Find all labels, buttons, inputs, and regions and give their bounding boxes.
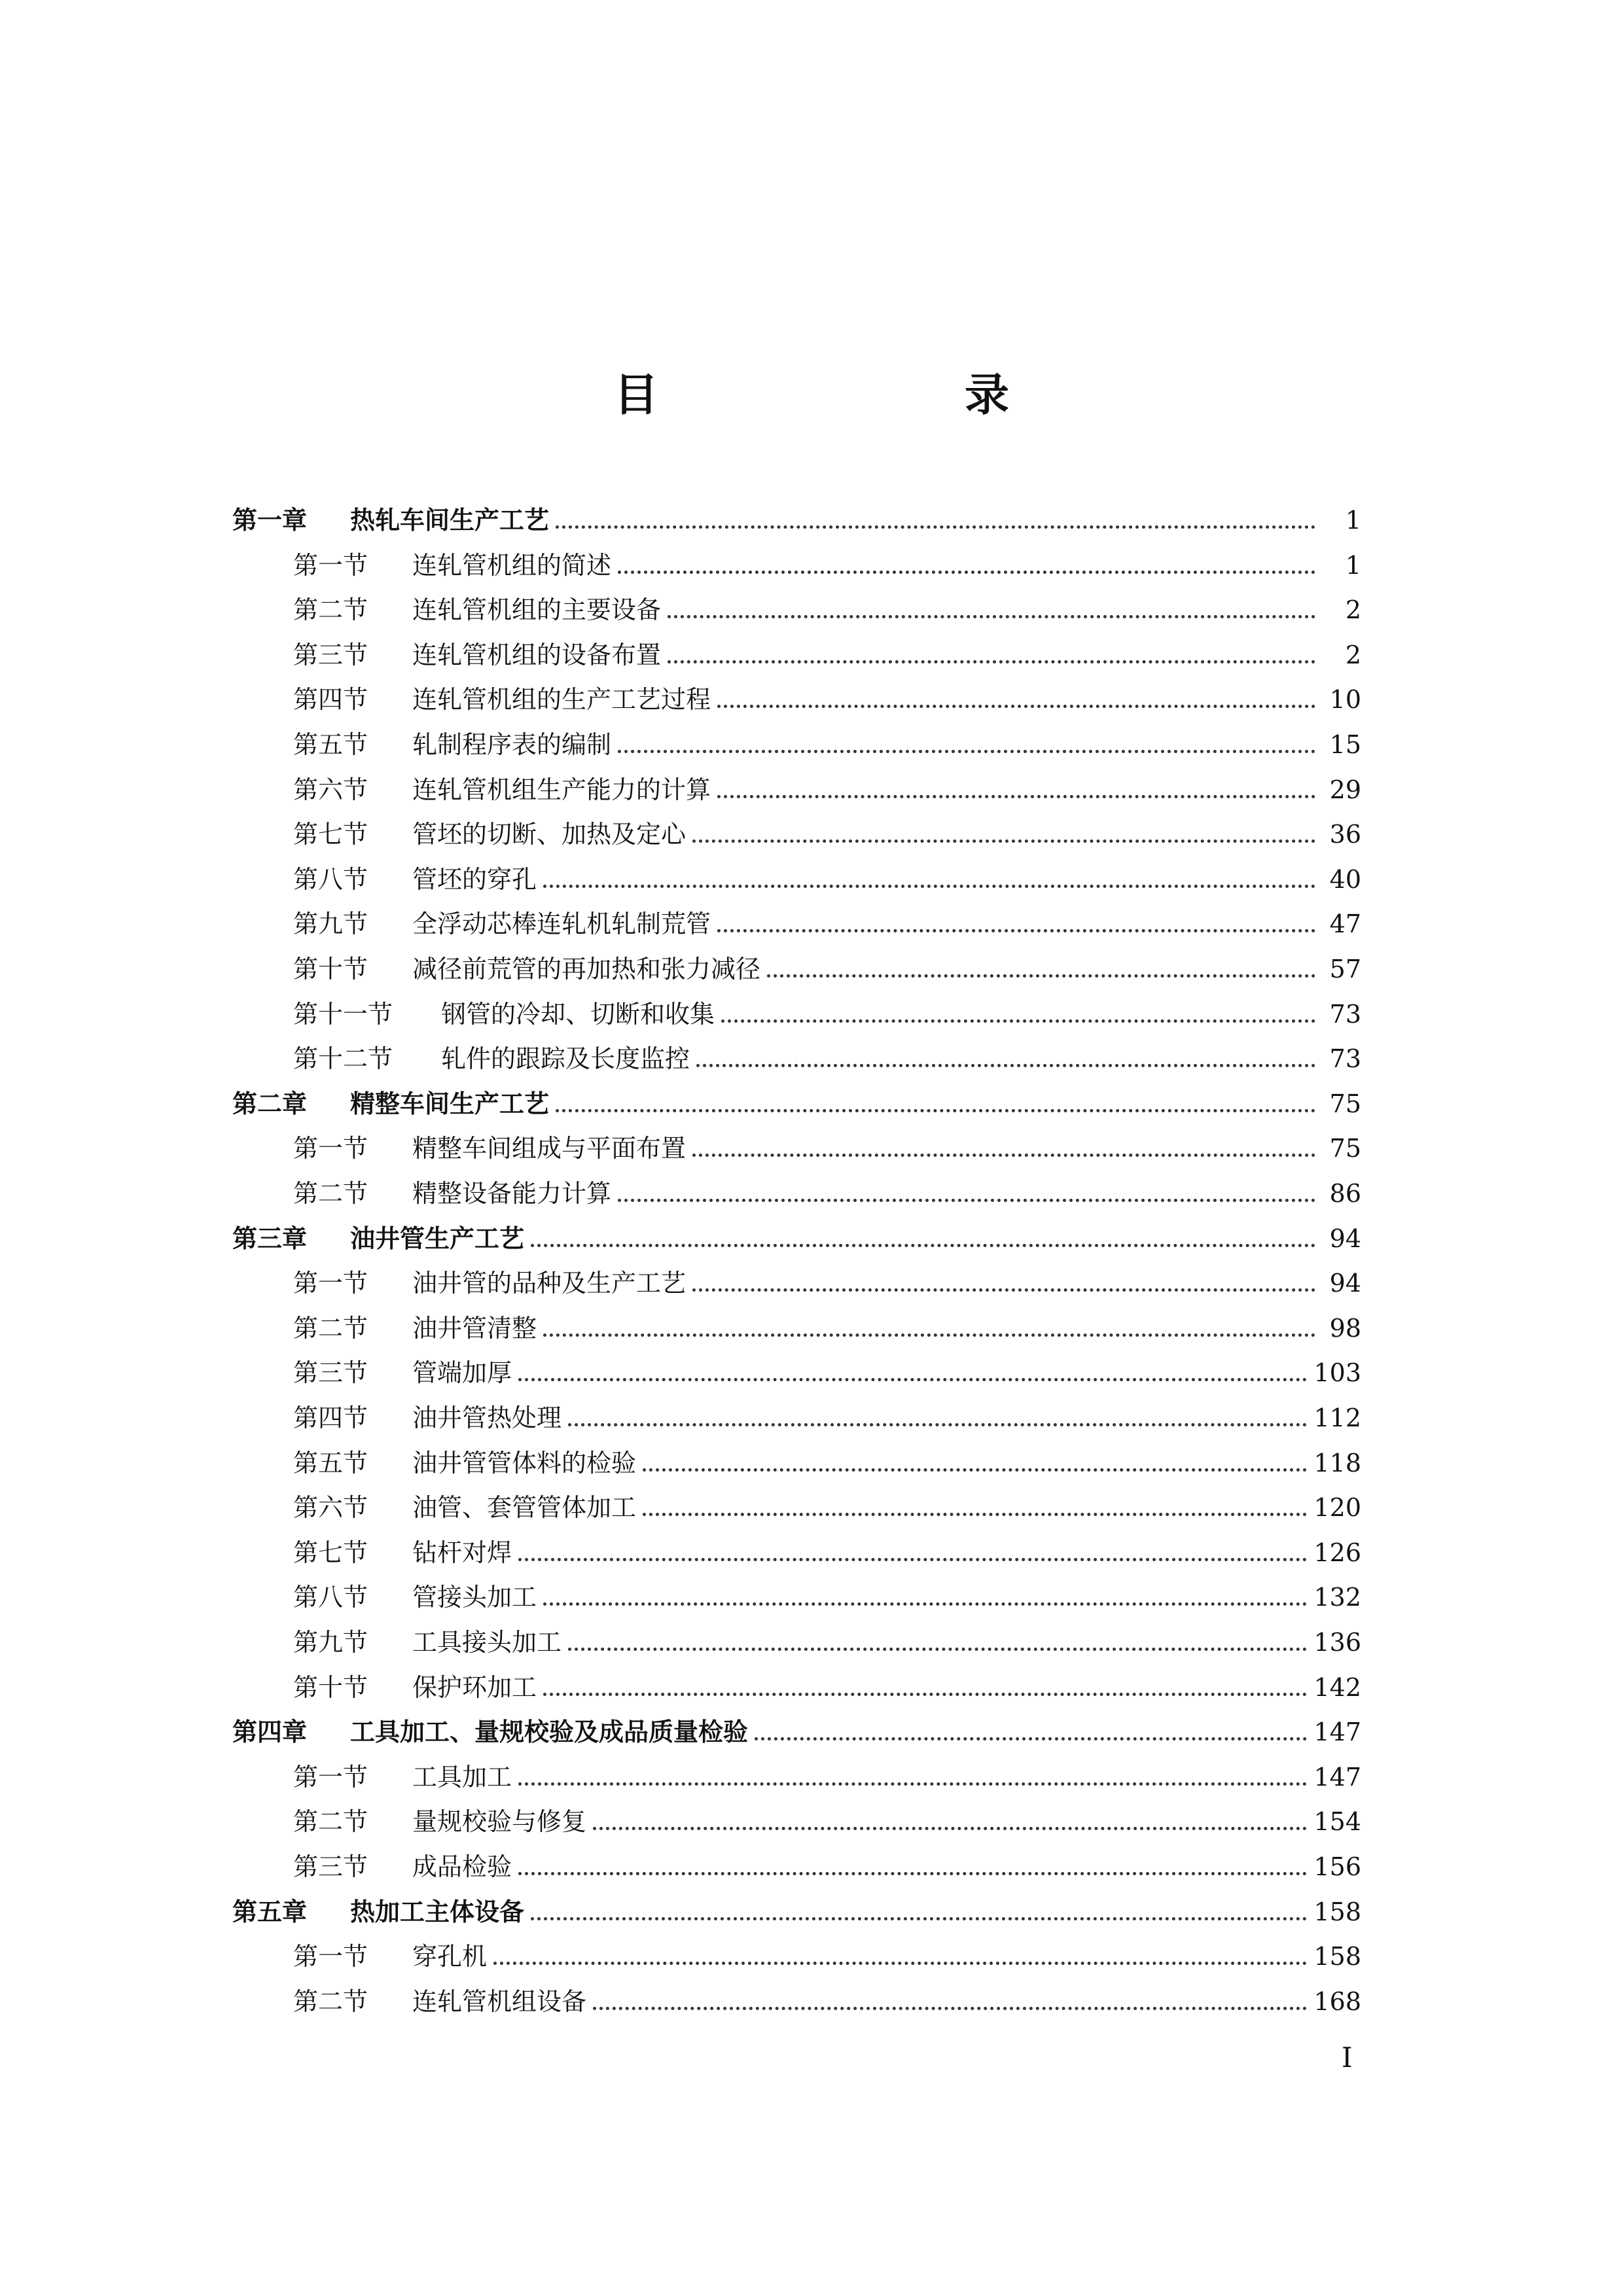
- toc-entry-page: 120: [1313, 1493, 1361, 1522]
- toc-entry-page: 94: [1329, 1269, 1361, 1298]
- toc-entry-number: 第一节: [293, 1942, 368, 1971]
- toc-entry-number: 第二节: [293, 1179, 368, 1208]
- toc-entry-page: 73: [1329, 1044, 1361, 1073]
- toc-chapter-row: [232, 1210, 1361, 1255]
- toc-entry-page: 158: [1313, 1942, 1361, 1971]
- toc-entry-number: 第十节: [293, 955, 368, 983]
- toc-section-row: [293, 762, 1361, 806]
- toc-entry-number: 第十二节: [293, 1044, 393, 1073]
- toc-entry-number: 第五节: [293, 730, 368, 759]
- toc-entry-title: 连轧管机组的生产工艺过程: [412, 685, 711, 714]
- toc-chapter-row: [232, 1076, 1361, 1120]
- toc-entry-title: 工具加工、量规校验及成品质量检验: [350, 1718, 749, 1746]
- toc-entry-page: 86: [1329, 1179, 1361, 1208]
- toc-entry-number: 第五节: [293, 1449, 368, 1477]
- toc-entry-number: 第二节: [293, 1987, 368, 2016]
- dot-leader: [717, 795, 1315, 798]
- toc-entry-number: 第九节: [293, 910, 368, 938]
- toc-entry-number: 第二节: [293, 1807, 368, 1836]
- dot-leader: [643, 1513, 1307, 1516]
- toc-entry-number: 第一节: [293, 551, 368, 580]
- toc-entry-number: 第六节: [293, 775, 368, 804]
- toc-section-row: [293, 1569, 1361, 1614]
- toc-entry-page: 75: [1329, 1134, 1361, 1163]
- toc-entry-title: 油井管清整: [412, 1314, 537, 1343]
- toc-entry-page: 158: [1313, 1898, 1361, 1926]
- page-number: I: [1342, 2041, 1353, 2074]
- dot-leader: [767, 974, 1315, 978]
- toc-entry-number: 第四节: [293, 685, 368, 714]
- dot-leader: [721, 1019, 1315, 1023]
- toc-entry-title: 量规校验与修复: [412, 1807, 587, 1836]
- toc-entry-number: 第三节: [293, 1358, 368, 1387]
- toc-section-row: [293, 851, 1361, 896]
- toc-section-row: [293, 1300, 1361, 1345]
- toc-entry-title: 油井管管体料的检验: [412, 1449, 637, 1477]
- toc-entry-title: 管端加厚: [412, 1358, 512, 1387]
- dot-leader: [556, 1109, 1315, 1112]
- toc-section-row: [293, 1165, 1361, 1210]
- toc-section-row: [293, 1120, 1361, 1165]
- toc-entry-number: 第七节: [293, 820, 368, 849]
- toc-section-row: [293, 671, 1361, 716]
- toc-entry-title: 油井管热处理: [412, 1404, 562, 1432]
- toc-entry-title: 减径前荒管的再加热和张力减径: [412, 955, 761, 983]
- toc-chapter-row: [232, 492, 1361, 537]
- dot-leader: [556, 525, 1315, 529]
- toc-entry-title: 热加工主体设备: [350, 1898, 525, 1926]
- dot-leader: [668, 615, 1315, 618]
- toc-entry-page: 1: [1345, 506, 1361, 535]
- toc-entry-number: 第一节: [293, 1134, 368, 1163]
- toc-entry-page: 126: [1313, 1538, 1361, 1567]
- dot-leader: [593, 2007, 1307, 2010]
- toc-entry-number: 第一节: [293, 1763, 368, 1792]
- toc-entry-page: 40: [1329, 865, 1361, 894]
- toc-section-row: [293, 1928, 1361, 1973]
- toc-entry-title: 连轧管机组设备: [412, 1987, 587, 2016]
- toc-section-row: [293, 1525, 1361, 1569]
- toc-entry-number: 第二章: [232, 1089, 308, 1118]
- toc-entry-page: 156: [1313, 1852, 1361, 1881]
- toc-entry-title: 热轧车间生产工艺: [350, 506, 550, 535]
- toc-entry-number: 第一节: [293, 1269, 368, 1298]
- dot-leader: [755, 1737, 1307, 1740]
- toc-entry-page: 47: [1329, 910, 1361, 938]
- toc-entry-number: 第四章: [232, 1718, 308, 1746]
- toc-entry-page: 103: [1313, 1358, 1361, 1387]
- toc-entry-title: 管接头加工: [412, 1583, 537, 1612]
- toc-section-row: [293, 986, 1361, 1031]
- toc-section-row: [293, 537, 1361, 582]
- toc-entry-number: 第三节: [293, 1852, 368, 1881]
- toc-entry-title: 保护环加工: [412, 1673, 537, 1702]
- toc-section-row: [293, 1973, 1361, 2018]
- toc-entry-number: 第四节: [293, 1404, 368, 1432]
- dot-leader: [518, 1558, 1307, 1561]
- toc-entry-page: 10: [1329, 685, 1361, 714]
- toc-entry-number: 第三节: [293, 641, 368, 669]
- dot-leader: [531, 1244, 1315, 1247]
- toc-entry-page: 15: [1329, 730, 1361, 759]
- toc-entry-title: 油井管的品种及生产工艺: [412, 1269, 687, 1298]
- toc-entry-page: 2: [1345, 641, 1361, 669]
- toc-entry-page: 136: [1313, 1628, 1361, 1657]
- dot-leader: [618, 571, 1315, 574]
- toc-section-row: [293, 1390, 1361, 1434]
- toc-section-row: [293, 627, 1361, 671]
- toc-entry-page: 73: [1329, 1000, 1361, 1029]
- toc-section-row: [293, 896, 1361, 940]
- toc-entry-page: 147: [1313, 1763, 1361, 1792]
- toc-entry-title: 连轧管机组生产能力的计算: [412, 775, 711, 804]
- toc-entry-title: 连轧管机组的主要设备: [412, 595, 662, 624]
- dot-leader: [643, 1468, 1307, 1472]
- toc-entry-page: 147: [1313, 1718, 1361, 1746]
- dot-leader: [531, 1917, 1307, 1920]
- toc-entry-title: 油管、套管管体加工: [412, 1493, 637, 1522]
- toc-chapter-row: [232, 1704, 1361, 1748]
- dot-leader: [717, 705, 1315, 708]
- toc-entry-page: 94: [1329, 1224, 1361, 1253]
- dot-leader: [618, 1199, 1315, 1202]
- toc-entry-page: 98: [1329, 1314, 1361, 1343]
- toc-entry-number: 第一章: [232, 506, 308, 535]
- toc-entry-page: 112: [1313, 1404, 1361, 1432]
- dot-leader: [568, 1648, 1307, 1651]
- dot-leader: [692, 1154, 1315, 1157]
- toc-entry-title: 管坯的穿孔: [412, 865, 537, 894]
- toc-entry-title: 精整设备能力计算: [412, 1179, 612, 1208]
- toc-entry-title: 连轧管机组的设备布置: [412, 641, 662, 669]
- toc-section-row: [293, 1839, 1361, 1883]
- toc-entry-title: 精整车间生产工艺: [350, 1089, 550, 1118]
- dot-leader: [543, 1693, 1307, 1696]
- dot-leader: [668, 660, 1315, 663]
- toc-section-row: [293, 1793, 1361, 1838]
- toc-entry-number: 第九节: [293, 1628, 368, 1657]
- toc-section-row: [293, 1255, 1361, 1299]
- dot-leader: [692, 1288, 1315, 1292]
- dot-leader: [543, 1602, 1307, 1606]
- dot-leader: [593, 1827, 1307, 1830]
- toc-entry-number: 第七节: [293, 1538, 368, 1567]
- toc-entry-title: 工具加工: [412, 1763, 512, 1792]
- toc-entry-page: 29: [1329, 775, 1361, 804]
- toc-entry-number: 第三章: [232, 1224, 308, 1253]
- toc-entry-page: 132: [1313, 1583, 1361, 1612]
- toc-entry-title: 工具接头加工: [412, 1628, 562, 1657]
- page-title: 目 录: [613, 370, 1140, 421]
- toc-chapter-row: [232, 1884, 1361, 1928]
- toc-entry-number: 第十一节: [293, 1000, 393, 1029]
- toc-entry-number: 第八节: [293, 865, 368, 894]
- dot-leader: [543, 885, 1315, 888]
- toc-entry-title: 精整车间组成与平面布置: [412, 1134, 687, 1163]
- toc-section-row: [293, 1749, 1361, 1793]
- toc-section-row: [293, 1345, 1361, 1389]
- toc-entry-title: 穿孔机: [412, 1942, 488, 1971]
- toc-entry-page: 36: [1329, 820, 1361, 849]
- toc-entry-page: 57: [1329, 955, 1361, 983]
- dot-leader: [696, 1064, 1315, 1067]
- dot-leader: [518, 1782, 1307, 1786]
- toc-entry-title: 管坯的切断、加热及定心: [412, 820, 687, 849]
- toc-entry-page: 75: [1329, 1089, 1361, 1118]
- toc-entry-page: 154: [1313, 1807, 1361, 1836]
- toc-section-row: [293, 1435, 1361, 1479]
- toc-entry-page: 2: [1345, 595, 1361, 624]
- toc-entry-title: 油井管生产工艺: [350, 1224, 525, 1253]
- toc-entry-title: 连轧管机组的简述: [412, 551, 612, 580]
- toc-entry-page: 1: [1345, 551, 1361, 580]
- toc-entry-page: 142: [1313, 1673, 1361, 1702]
- toc-section-row: [293, 1614, 1361, 1659]
- toc-section-row: [293, 716, 1361, 761]
- dot-leader: [543, 1333, 1315, 1337]
- toc-section-row: [293, 582, 1361, 626]
- toc-entry-number: 第八节: [293, 1583, 368, 1612]
- dot-leader: [518, 1378, 1307, 1381]
- toc-section-row: [293, 941, 1361, 985]
- toc-entry-page: 118: [1313, 1449, 1361, 1477]
- toc-entry-title: 钢管的冷却、切断和收集: [441, 1000, 715, 1029]
- toc-entry-title: 轧件的跟踪及长度监控: [441, 1044, 690, 1073]
- toc-entry-number: 第二节: [293, 595, 368, 624]
- dot-leader: [618, 750, 1315, 753]
- toc-entry-title: 全浮动芯棒连轧机轧制荒管: [412, 910, 711, 938]
- toc-section-row: [293, 1479, 1361, 1524]
- dot-leader: [518, 1872, 1307, 1875]
- toc-section-row: [293, 1031, 1361, 1075]
- dot-leader: [692, 839, 1315, 843]
- dot-leader: [568, 1423, 1307, 1426]
- toc-entry-title: 轧制程序表的编制: [412, 730, 612, 759]
- dot-leader: [493, 1962, 1307, 1965]
- dot-leader: [717, 929, 1315, 932]
- toc-entry-page: 168: [1313, 1987, 1361, 2016]
- toc-entry-number: 第十节: [293, 1673, 368, 1702]
- toc-entry-number: 第六节: [293, 1493, 368, 1522]
- toc-section-row: [293, 806, 1361, 851]
- toc-entry-title: 钻杆对焊: [412, 1538, 512, 1567]
- toc-entry-number: 第五章: [232, 1898, 308, 1926]
- toc-entry-title: 成品检验: [412, 1852, 512, 1881]
- toc-section-row: [293, 1659, 1361, 1704]
- toc-entry-number: 第二节: [293, 1314, 368, 1343]
